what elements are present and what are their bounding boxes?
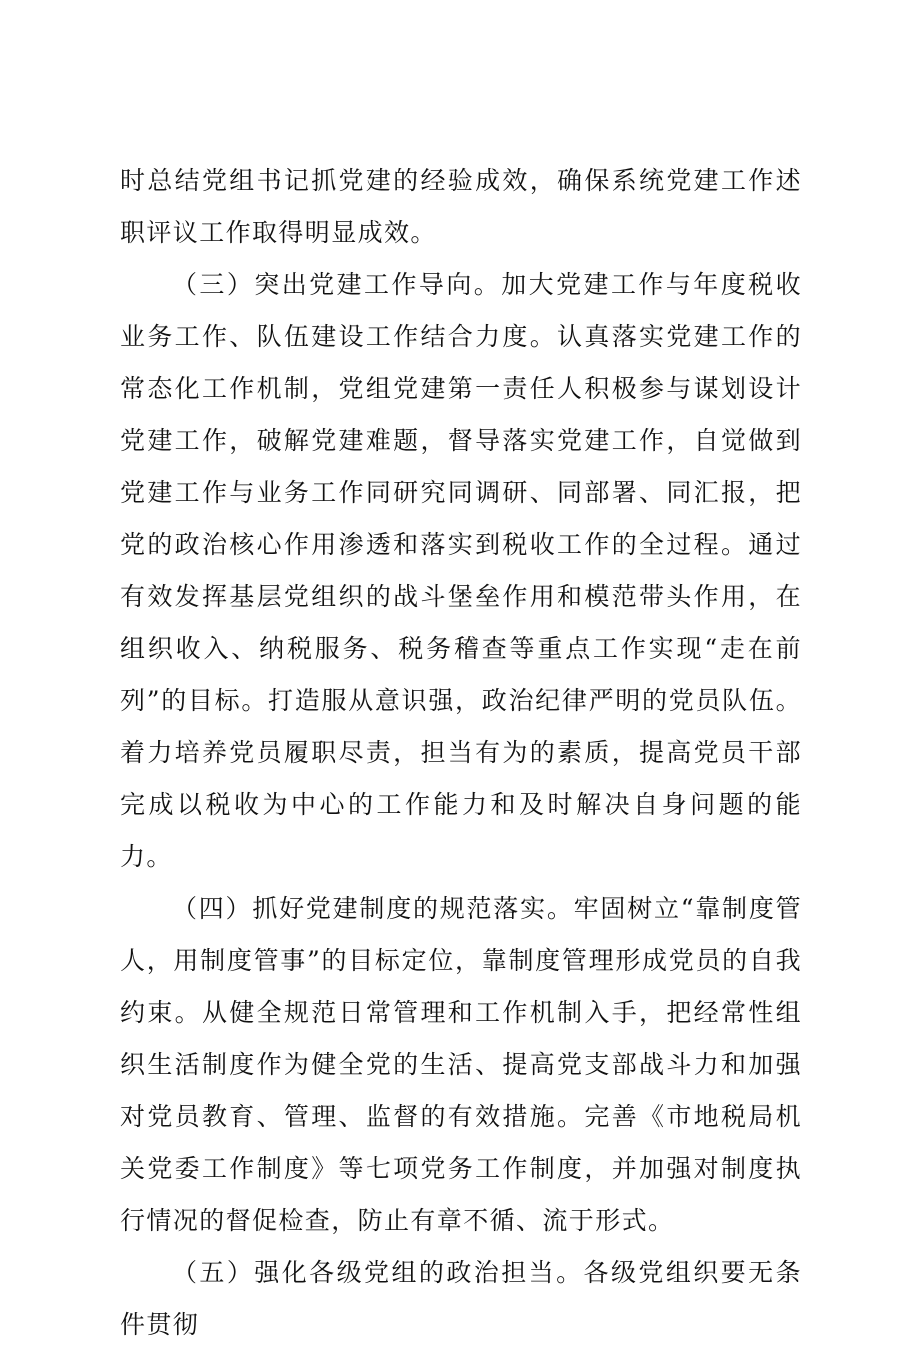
paragraph-section-4: （四）抓好党建制度的规范落实。牢固树立“靠制度管人，用制度管事”的目标定位，靠制度管理形成党员的自我约束。从健全规范日常管理和工作机制入手，把经常性组织生活制度作为健全党的生活、提高党支部战斗力和加强对党员教育、管理、监督的有效措施。完善《市地税局机关党委工作制度》等七项党务工作制度，并加强对制度执行情况的督促检查，防止有章不循、流于形式。 [120,894,802,1235]
paragraph-section-5: （五）强化各级党组的政治担当。各级党组织要无条件贯彻 [120,1258,802,1339]
document-body [120,155,802,1351]
paragraph-section-3: （三）突出党建工作导向。加大党建工作与年度税收业务工作、队伍建设工作结合力度。认真落实党建工作的常态化工作机制，党组党建第一责任人积极参与谋划设计党建工作，破解党建难题，督导落实党建工作，自觉做到党建工作与业务工作同研究同调研、同部署、同汇报，把党的政治核心作用渗透和落实到税收工作的全过程。通过有效发挥基层党组织的战斗堡垒作用和模范带头作用，在组织收入、纳税服务、税务稽查等重点工作实现“走在前列”的目标。打造服从意识强，政治纪律严明的党员队伍。着力培养党员履职尽责，担当有为的素质，提高党员干部完成以税收为中心的工作能力和及时解决自身问题的能力。 [120,270,802,871]
paragraph-continuation: 时总结党组书记抓党建的经验成效，确保系统党建工作述职评议工作取得明显成效。 [120,166,802,247]
